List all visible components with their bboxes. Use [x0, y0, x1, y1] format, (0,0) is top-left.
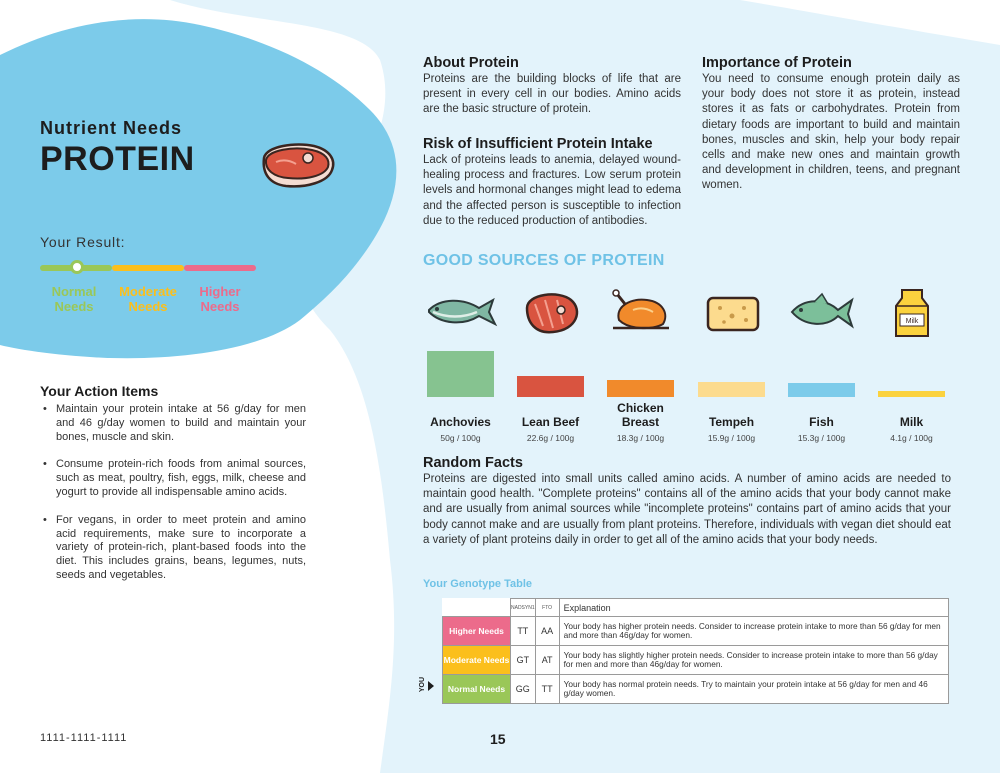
- random-facts-heading: Random Facts: [423, 455, 523, 471]
- svg-text:Milk: Milk: [905, 318, 918, 325]
- genotype-cell: GT: [511, 646, 536, 675]
- food-name: Chicken Breast: [617, 401, 664, 429]
- genotype-table-title: Your Genotype Table: [423, 578, 532, 590]
- report-code: 1111-1111-1111: [40, 732, 128, 744]
- you-label: YOU: [419, 677, 426, 693]
- random-facts-section: [423, 455, 951, 548]
- risk-section: [423, 136, 681, 229]
- result-label: Your Result:: [40, 234, 126, 250]
- scale-segment-higher: [184, 265, 256, 271]
- genotype-table: [442, 598, 949, 704]
- food-amount: 18.3g / 100g: [616, 433, 665, 443]
- good-sources-heading: GOOD SOURCES OF PROTEIN: [423, 252, 665, 269]
- food-amount: 15.9g / 100g: [707, 433, 756, 443]
- section-subtitle: Nutrient Needs: [40, 118, 183, 138]
- food-name: Milk: [899, 415, 924, 429]
- table-row: [443, 646, 949, 675]
- about-protein-text: Proteins are the building blocks of life that are present in every cell in our bodies. Amino acids are the basic structure of protein.: [423, 73, 681, 116]
- steak-icon: [513, 286, 589, 338]
- importance-text: You need to consume enough protein daily as your body does not store it as protein, instead stores it as fats or carbohydrates. Protein from dietary foods are important to build and maintain bones, muscles and skin, help your body repair cells and make new ones and maintain growth and development in children, teens, and pregnant women.: [702, 73, 960, 192]
- table-header-row: [443, 599, 949, 617]
- protein-bar: [788, 383, 855, 397]
- about-protein-section: [423, 55, 681, 118]
- food-card: [418, 276, 503, 448]
- genotype-cell: GG: [511, 675, 536, 704]
- level-normal-needs: Normal Needs: [443, 675, 511, 704]
- milk-carton-icon: [874, 286, 950, 338]
- food-amount: 4.1g / 100g: [890, 433, 933, 443]
- fish-icon: [784, 286, 860, 338]
- arrow-right-icon: [428, 681, 434, 691]
- result-marker: [70, 260, 84, 274]
- action-items-list: [40, 403, 306, 583]
- random-facts-text: Proteins are digested into small units called amino acids. A number of amino acids are needed to maintain good health. "Complete proteins" contains all of the amino acids that your body cannot make and are usually from animal sources while "incomplete proteins" contains part of amino acids that your body cannot make and are usually from plant proteins. Therefore, individuals with vegan diet should eat a variety of plant proteins daily in order to get all of the amino acids that your body needs.: [423, 473, 951, 546]
- food-card: [598, 276, 683, 448]
- explanation-cell: Your body has slightly higher protein needs. Consider to increase protein intake to more than 56 g/day for men and more than 46g/day for women.: [559, 646, 948, 675]
- legend-moderate-needs: Moderate Needs: [119, 284, 177, 314]
- steak-icon: [256, 140, 340, 190]
- action-items: [40, 383, 306, 597]
- explanation-cell: Your body has higher protein needs. Consider to increase protein intake to more than 56 g/day for men and more than 46g/day for women.: [559, 617, 948, 646]
- food-name: Fish: [809, 415, 834, 429]
- roast-chicken-icon: [603, 286, 679, 338]
- genotype-cell: AT: [535, 646, 559, 675]
- food-amount: 15.3g / 100g: [797, 433, 846, 443]
- food-card: [779, 276, 864, 448]
- result-scale: [40, 265, 256, 273]
- risk-heading: Risk of Insufficient Protein Intake: [423, 136, 653, 152]
- protein-bar: [698, 382, 765, 397]
- protein-bar: [427, 351, 494, 397]
- you-indicator: [419, 675, 439, 697]
- food-card: [508, 276, 593, 448]
- header-blank: [443, 599, 511, 617]
- genotype-cell: TT: [535, 675, 559, 704]
- risk-text: Lack of proteins leads to anemia, delayed wound-healing process and fractures. Low serum protein levels and hormonal changes might lead to edema and the affected person is susceptible to infection due to the reduced production of antibodies.: [423, 154, 681, 227]
- protein-bar: [607, 380, 674, 397]
- importance-heading: Importance of Protein: [702, 55, 852, 71]
- page-number: 15: [490, 731, 506, 747]
- food-name: Anchovies: [430, 415, 491, 429]
- food-amount: 22.6g / 100g: [526, 433, 575, 443]
- action-item: • For vegans, in order to meet protein and amino acid requirements, make sure to incorporate a variety of protein-rich, plant-based foods into the diet. This includes grains, beans, legumes, nuts, seeds and vegetables.: [40, 514, 306, 583]
- action-item: • Consume protein-rich foods from animal sources, such as meat, poultry, fish, eggs, milk, cheese and yogurt to provide all indispensable amino acids.: [40, 458, 306, 499]
- fish-icon: [423, 286, 499, 338]
- protein-bar: [517, 376, 584, 397]
- food-name: Lean Beef: [521, 415, 580, 429]
- food-card: [689, 276, 774, 448]
- table-row: [443, 675, 949, 704]
- about-protein-heading: About Protein: [423, 55, 519, 71]
- action-items-heading: Your Action Items: [40, 383, 159, 399]
- page-title: PROTEIN: [40, 140, 195, 178]
- explanation-cell: Your body has normal protein needs. Try to maintain your protein intake at 56 g/day for men and 46 g/day women.: [559, 675, 948, 704]
- tempeh-icon: [694, 286, 770, 338]
- level-moderate-needs: Moderate Needs: [443, 646, 511, 675]
- header-gene-2: FTO: [535, 599, 559, 617]
- level-higher-needs: Higher Needs: [443, 617, 511, 646]
- food-sources-chart: [418, 276, 954, 448]
- protein-bar: [878, 391, 945, 397]
- food-amount: 50g / 100g: [440, 433, 481, 443]
- food-name: Tempeh: [708, 415, 755, 429]
- action-item: • Maintain your protein intake at 56 g/day for men and 46 g/day women to build and maintain your bones, muscle and skin.: [40, 403, 306, 444]
- genotype-cell: TT: [511, 617, 536, 646]
- legend-higher-needs: Higher Needs: [199, 284, 241, 314]
- importance-section: [702, 55, 960, 194]
- scale-segment-moderate: [112, 265, 184, 271]
- legend-normal-needs: Normal Needs: [51, 284, 97, 314]
- header-explanation: Explanation: [559, 599, 948, 617]
- food-card: [869, 276, 954, 448]
- table-row: [443, 617, 949, 646]
- header-gene-1: NADSYN1: [511, 599, 536, 617]
- genotype-cell: AA: [535, 617, 559, 646]
